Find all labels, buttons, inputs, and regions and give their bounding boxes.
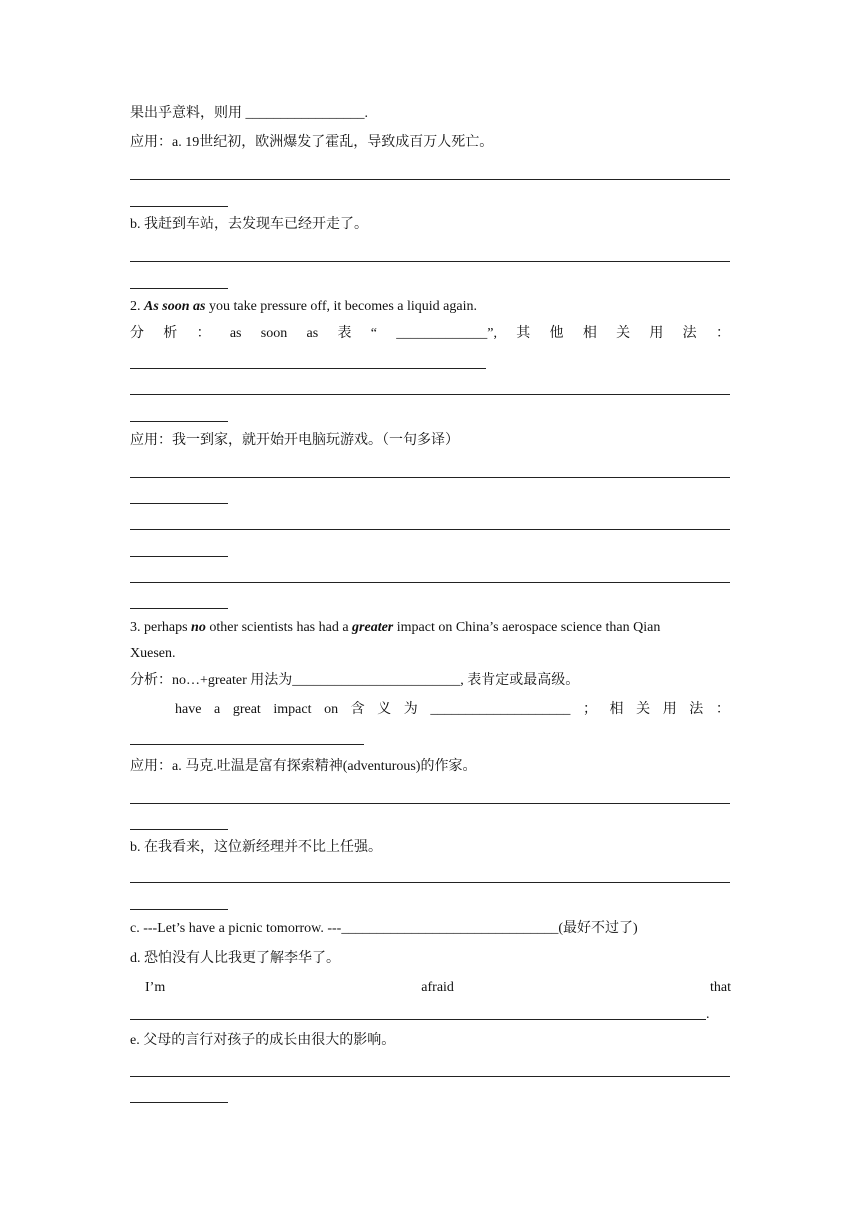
question-2-application: 应用：我一到家，就开始开电脑玩游戏。（一句多译）	[130, 433, 459, 448]
question-2-analysis	[130, 325, 730, 343]
answer-line-short[interactable]	[130, 206, 228, 207]
question-3-application-a: 应用：a. 马克.吐温是富有探索精神(adventurous)的作家。	[130, 759, 477, 774]
impact-word: ：	[715, 702, 730, 717]
answer-line-medium[interactable]	[130, 744, 364, 745]
d-word: I’m	[145, 980, 166, 995]
application-a-prompt: 应用：a. 19世纪初，欧洲爆发了霍乱，导致成百万人死亡。	[130, 135, 494, 150]
analysis-word: as	[229, 326, 242, 341]
question-3-impact-meaning	[175, 701, 730, 719]
answer-line[interactable]	[130, 882, 730, 883]
impact-word: 相	[609, 702, 624, 717]
answer-line-short[interactable]	[130, 556, 228, 557]
answer-line[interactable]	[130, 179, 730, 180]
analysis-word: 用	[649, 326, 664, 341]
answer-line[interactable]	[130, 803, 730, 804]
answer-line[interactable]	[130, 582, 730, 583]
impact-word: 用	[662, 702, 677, 717]
impact-word: a	[214, 702, 221, 717]
question-3-keyword-no: no	[191, 620, 206, 635]
analysis-word: soon	[260, 326, 288, 341]
application-b-prompt: b. 我赶到车站，去发现车已经开走了。	[130, 217, 368, 232]
impact-word: 法	[689, 702, 704, 717]
analysis-word: 法	[682, 326, 697, 341]
question-3-application-c: c. ---Let’s have a picnic tomorrow. ---_______________________________(最好不过了)	[130, 921, 638, 936]
d-word: that	[710, 980, 731, 995]
analysis-word: 表	[337, 326, 352, 341]
answer-line[interactable]	[130, 1076, 730, 1077]
impact-word: on	[324, 702, 339, 717]
question-2-sentence	[130, 298, 477, 316]
text-line-1: 果出乎意料，则用 _________________.	[130, 106, 368, 121]
answer-line-medium[interactable]	[130, 368, 486, 369]
question-3-application-b: b. 在我看来，这位新经理并不比上任强。	[130, 840, 382, 855]
answer-line[interactable]	[130, 394, 730, 395]
question-3-part: impact on China’s aerospace science than Qian	[393, 620, 661, 635]
question-2-rest: you take pressure off, it becomes a liquid again.	[205, 299, 477, 314]
analysis-word: as	[306, 326, 319, 341]
impact-blank[interactable]: ____________________	[430, 702, 571, 717]
impact-word: 义	[377, 702, 392, 717]
question-3-part: other scientists has had a	[205, 620, 353, 635]
impact-word: 关	[636, 702, 651, 717]
question-3-application-e: e. 父母的言行对孩子的成长由很大的影响。	[130, 1033, 396, 1048]
analysis-word: 他	[549, 326, 564, 341]
question-3-part: 3. perhaps	[130, 620, 192, 635]
analysis-word: 分	[130, 326, 144, 341]
question-3-sentence-cont: Xuesen.	[130, 646, 176, 661]
answer-line-short[interactable]	[130, 909, 228, 910]
impact-word: ；	[582, 702, 597, 717]
analysis-word: 相	[582, 326, 597, 341]
question-3-keyword-greater: greater	[352, 620, 394, 635]
answer-line[interactable]	[130, 261, 730, 262]
impact-word: great	[232, 702, 261, 717]
answer-line-short[interactable]	[130, 829, 228, 830]
analysis-word: 析	[163, 326, 178, 341]
analysis-blank[interactable]: _____________”,	[396, 326, 497, 341]
analysis-word: ：	[196, 326, 211, 341]
impact-word: 为	[403, 702, 418, 717]
answer-line[interactable]	[130, 1019, 706, 1020]
answer-line-short[interactable]	[130, 288, 228, 289]
impact-word: impact	[273, 702, 312, 717]
impact-word: 含	[350, 702, 365, 717]
question-3-application-d: d. 恐怕没有人比我更了解李华了。	[130, 951, 340, 966]
answer-line-short[interactable]	[130, 503, 228, 504]
analysis-word: 其	[516, 326, 531, 341]
question-2-number: 2.	[130, 299, 144, 314]
d-word: afraid	[421, 980, 454, 995]
answer-line[interactable]	[130, 529, 730, 530]
analysis-word: 关	[616, 326, 631, 341]
question-3-sentence	[130, 619, 732, 637]
d-period: .	[706, 1007, 710, 1022]
answer-line-short[interactable]	[130, 421, 228, 422]
answer-line-short[interactable]	[130, 608, 228, 609]
analysis-word: “	[370, 326, 377, 341]
answer-line-short[interactable]	[130, 1102, 228, 1103]
question-3-analysis: 分析：no…+greater 用法为________________________, 表肯定或最高级。	[130, 673, 580, 688]
analysis-word: ：	[715, 326, 730, 341]
answer-line[interactable]	[130, 477, 730, 478]
question-2-keyword: As soon as	[144, 299, 206, 314]
question-3-d-sentence	[145, 979, 731, 997]
impact-word: have	[175, 702, 202, 717]
